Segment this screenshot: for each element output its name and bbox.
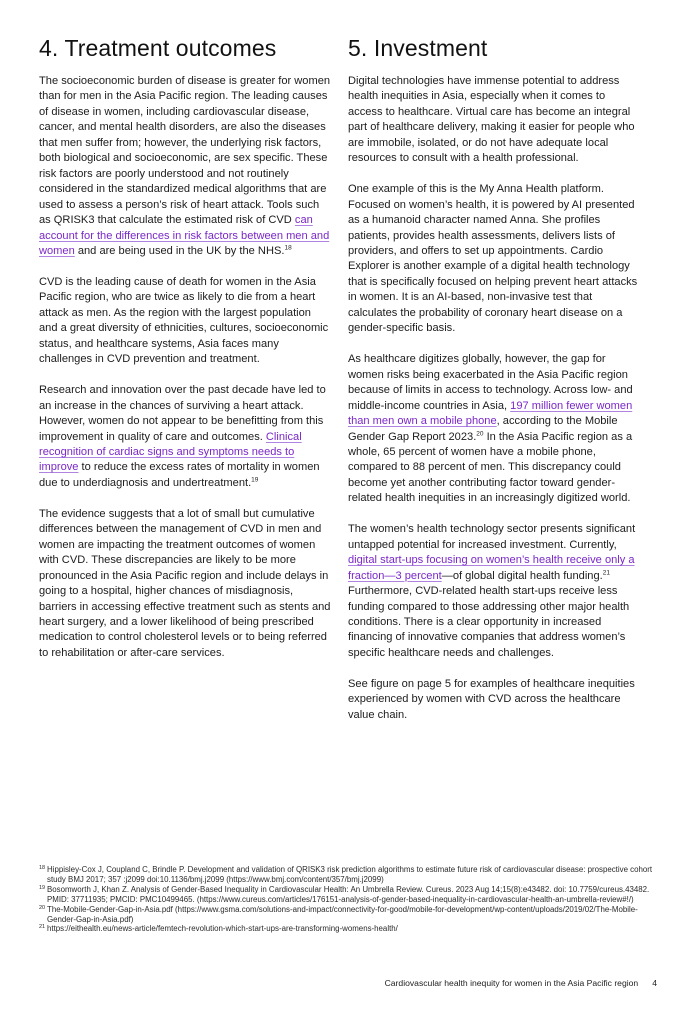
footer-title: Cardiovascular health inequity for women in the Asia Pacific region <box>384 978 639 988</box>
right-column <box>348 34 640 739</box>
paragraph-text: , according to the Mobile Gender Gap Report 2023. <box>348 415 618 443</box>
paragraph: See figure on page 5 for examples of healthcare inequities experienced by women with CVD across the healthcare value chain. <box>348 677 635 721</box>
section-heading-investment: 5. Investment <box>348 35 488 61</box>
section-heading-treatment-outcomes: 4. Treatment outcomes <box>39 35 277 61</box>
paragraph: The evidence suggests that a lot of small but cumulative differences between the management of CVD in men and women are impacting the treatment outcomes of women with CVD. These discrepancies are likely to be more pronounced in the Asia Pacific region and include delays in going to a hospital, higher chances of misdiagnosis, barriers in accessing effective treatment such as stents and heart surgery, and a lower likelihood of being prescribed medication to control cholesterol levels or to being referred to rehabilitation or after-care services. <box>39 507 331 659</box>
footnote-ref: 18 <box>284 244 292 252</box>
link-clinical-recognition[interactable]: Clinical recognition of cardiac signs and symptoms needs to improve <box>39 430 302 474</box>
link-qrisk3-risk-factors[interactable]: can account for the differences in risk factors between men and women <box>39 214 330 257</box>
footnote-number: 18 <box>39 865 46 871</box>
footnote-number: 19 <box>39 884 46 891</box>
paragraph <box>39 74 331 259</box>
page-number: 4 <box>652 978 657 988</box>
footnote-ref: 20 <box>476 429 484 437</box>
footnote <box>39 924 659 934</box>
paragraph <box>39 383 331 491</box>
footnote-ref: 21 <box>602 568 610 576</box>
link-digital-startups-funding[interactable]: digital start-ups focusing on women’s health receive only a fraction—3 percent <box>348 554 635 582</box>
paragraph: Digital technologies have immense potential to address health inequities in Asia, especially when it comes to access to healthcare. Virtual care has become an integral part of healthcare delivery, making it easier for people who are immobile, isolated, or do not have adequate local resources to consult with a health professional. <box>348 75 635 165</box>
paragraph: One example of this is the My Anna Health platform. Focused on women’s health, it is powered by AI presented as a humanoid character named Anna. She profiles patients, provides health assessments, delivers lists of providers, and offers to set up appointments. Cardio Explorer is another example of a digital health technology that is specifically focused on helping prevent heart attacks in women. It is an AI-based, non-invasive test that calculates the probability of coronary heart disease on a gender-specific basis. <box>348 183 638 335</box>
footnote-text: Hippisley-Cox J, Coupland C, Brindle P. Development and validation of QRISK3 risk prediction algorithms to estimate future risk of cardiovascular disease: prospective cohort study BMJ 2017; 357 :j2099 doi:10.1136/bmj.j2099 (https://www.bmj.com/content/357/bmj.j2099) <box>47 865 653 884</box>
footnote-text: Bosomworth J, Khan Z. Analysis of Gender-Based Inequality in Cardiovascular Health: An Umbrella Review. Cureus. 2023 Aug 14;15(8):e43482. doi: 10.7759/cureus.43482. PMID: 37711935; PMCID: PMC10499465. (https://www.cureus.com/articles/176151-analysis-of-gender-based-inequality-in-cardiovascular-health-an-umbrella-review#!/) <box>47 884 650 904</box>
footnote-text: https://eithealth.eu/news-article/femtech-revolution-which-start-ups-are-transforming-womens-health/ <box>47 924 398 934</box>
paragraph-text: Furthermore, CVD-related health start-ups receive less funding compared to those addressing other major health conditions. There is a clear opportunity in increased financing of innovative companies that address women’s specific healthcare needs and challenges. <box>348 585 630 659</box>
footnote-number: 21 <box>39 924 46 931</box>
paragraph-text: The socioeconomic burden of disease is greater for women than for men in the Asia Pacific region. The leading causes of disease in women, including cardiovascular disease, cancer, and mental health disorders, are also the diseases that men suffer from; however, the underlying risk factors, both biological and socioeconomic, are sex specific. These risk factors are poorly understood and not routinely considered in the standardized medical algorithms that are used to assess a person’s risk of heart attack. Tools such as QRISK3 that calculate the estimated risk of CVD <box>39 75 331 227</box>
link-mobile-phone-gap[interactable]: 197 million fewer women than men own a mobile phone <box>348 399 633 428</box>
paragraph: CVD is the leading cause of death for women in the Asia Pacific region, who are twice as likely to die from a heart attack as men. As the region with the largest population and a great diversity of ethnicities, cultures, socioeconomic status, and healthcare systems, Asia faces many challenges in CVD prevention and treatment. <box>39 275 329 366</box>
paragraph-text: The women’s health technology sector presents significant untapped potential for increased investment. Currently, <box>348 523 636 551</box>
paragraph-text: and are being used in the UK by the NHS. <box>74 244 285 257</box>
footnote <box>39 885 659 905</box>
paragraph-text: As healthcare digitizes globally, however, the gap for women risks being exacerbated in the Asia Pacific region because of limits in access to technology. Across low- and middle-income countries in Asia, <box>348 353 633 412</box>
paragraph-text: to reduce the excess rates of mortality in women due to underdiagnosis and undertreatment. <box>39 461 320 489</box>
paragraph-text: Research and innovation over the past decade have led to an increase in the chances of surviving a heart attack. However, women do not appear to be benefitting from this improvement in quality of care and outcomes. <box>39 384 326 443</box>
footnote-ref: 19 <box>251 476 259 484</box>
paragraph <box>348 522 640 661</box>
footnote-number: 20 <box>39 904 46 911</box>
paragraph <box>348 352 640 507</box>
page-footer <box>385 978 657 988</box>
footnote <box>39 865 659 885</box>
paragraph-text: In the Asia Pacific region as a whole, 65 percent of women have a mobile phone, compared to 88 percent of men. This discrepancy could become yet another contributing factor toward gender-related health inequities in an increasingly digitized world. <box>348 430 633 505</box>
left-column <box>39 34 331 677</box>
footnote-text: The-Mobile-Gender-Gap-in-Asia.pdf (https://www.gsma.com/solutions-and-impact/connectivity-for-good/mobile-for-development/wp-content/uploads/2019/02/The-Mobile-Gender-Gap-in-Asia.pdf) <box>47 904 638 924</box>
paragraph-text: —of global digital health funding. <box>441 569 603 582</box>
footnotes <box>39 865 659 934</box>
footnote <box>39 905 659 925</box>
